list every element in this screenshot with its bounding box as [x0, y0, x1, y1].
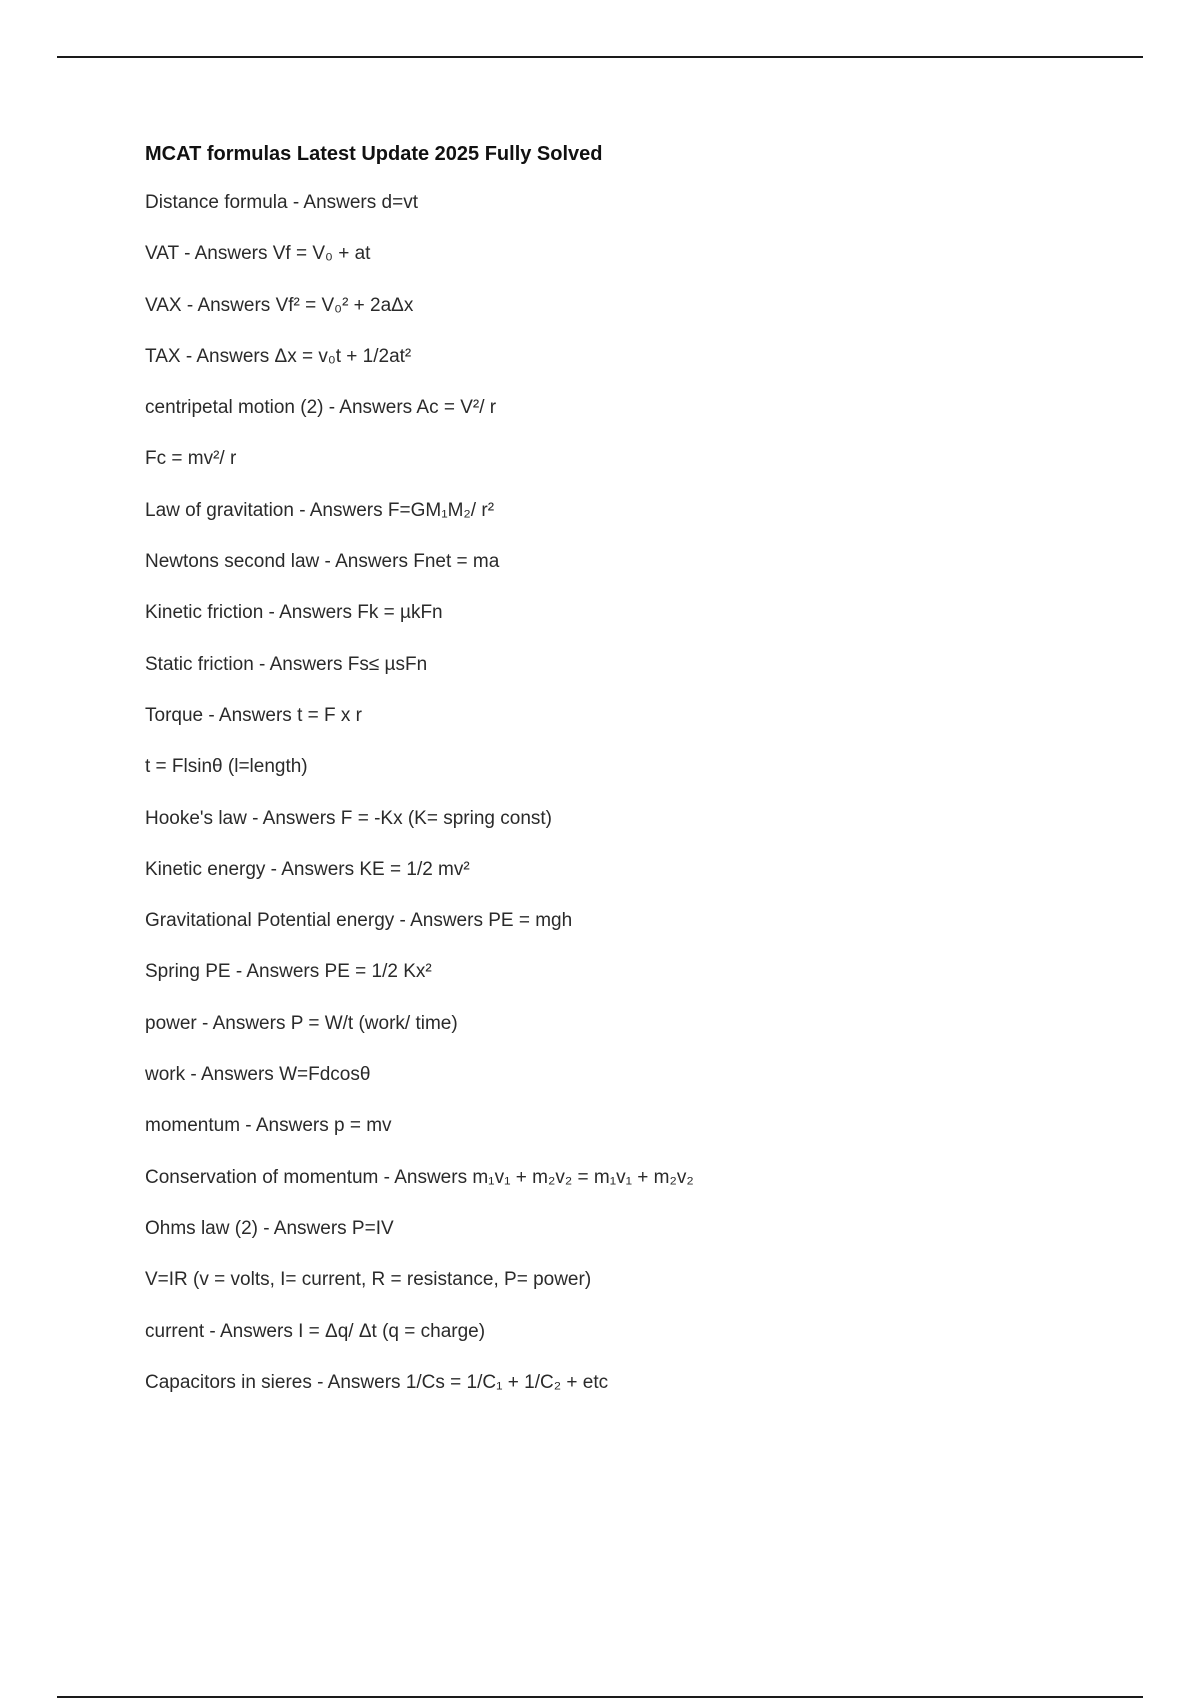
formula-line: Conservation of momentum - Answers m₁v₁ + m₂v₂ = m₁v₁ + m₂v₂ — [145, 1166, 694, 1188]
top-divider — [57, 56, 1143, 58]
formula-line: Kinetic friction - Answers Fk = µkFn — [145, 602, 443, 624]
formula-line: Law of gravitation - Answers F=GM₁M₂/ r² — [145, 499, 495, 521]
formula-line: V=IR (v = volts, I= current, R = resistance, P= power) — [145, 1269, 592, 1291]
document-body — [145, 143, 1145, 1422]
formula-line: Static friction - Answers Fs≤ µsFn — [145, 653, 428, 675]
formula-line: Spring PE - Answers PE = 1/2 Kx² — [145, 961, 432, 983]
formula-line: Torque - Answers t = F x r — [145, 704, 362, 726]
formula-line: centripetal motion (2) - Answers Ac = V²/ r — [145, 397, 497, 419]
formula-line: momentum - Answers p = mv — [145, 1115, 392, 1137]
formula-line: Distance formula - Answers d=vt — [145, 192, 418, 213]
bottom-divider — [57, 1696, 1143, 1698]
formula-line: t = Flsinθ (l=length) — [145, 756, 308, 778]
document-title: MCAT formulas Latest Update 2025 Fully Solved — [145, 143, 603, 165]
formula-line: Hooke's law - Answers F = -Kx (K= spring const) — [145, 807, 552, 829]
formula-line: VAT - Answers Vf = V₀ + at — [145, 243, 371, 265]
formula-line: Fc = mv²/ r — [145, 448, 237, 470]
formula-line: power - Answers P = W/t (work/ time) — [145, 1012, 458, 1034]
formula-line: TAX - Answers Δx = v₀t + 1/2at² — [145, 345, 412, 367]
formula-line: Capacitors in sieres - Answers 1/Cs = 1/C₁ + 1/C₂ + etc — [145, 1371, 609, 1393]
formula-line: current - Answers I = Δq/ Δt (q = charge) — [145, 1320, 486, 1342]
formula-line: Ohms law (2) - Answers P=IV — [145, 1217, 394, 1239]
formula-line: VAX - Answers Vf² = V₀² + 2aΔx — [145, 294, 414, 316]
formula-line: Kinetic energy - Answers KE = 1/2 mv² — [145, 858, 470, 880]
formula-line: Newtons second law - Answers Fnet = ma — [145, 551, 500, 573]
formula-line: Gravitational Potential energy - Answers PE = mgh — [145, 910, 573, 932]
formula-line: work - Answers W=Fdcosθ — [145, 1064, 371, 1086]
